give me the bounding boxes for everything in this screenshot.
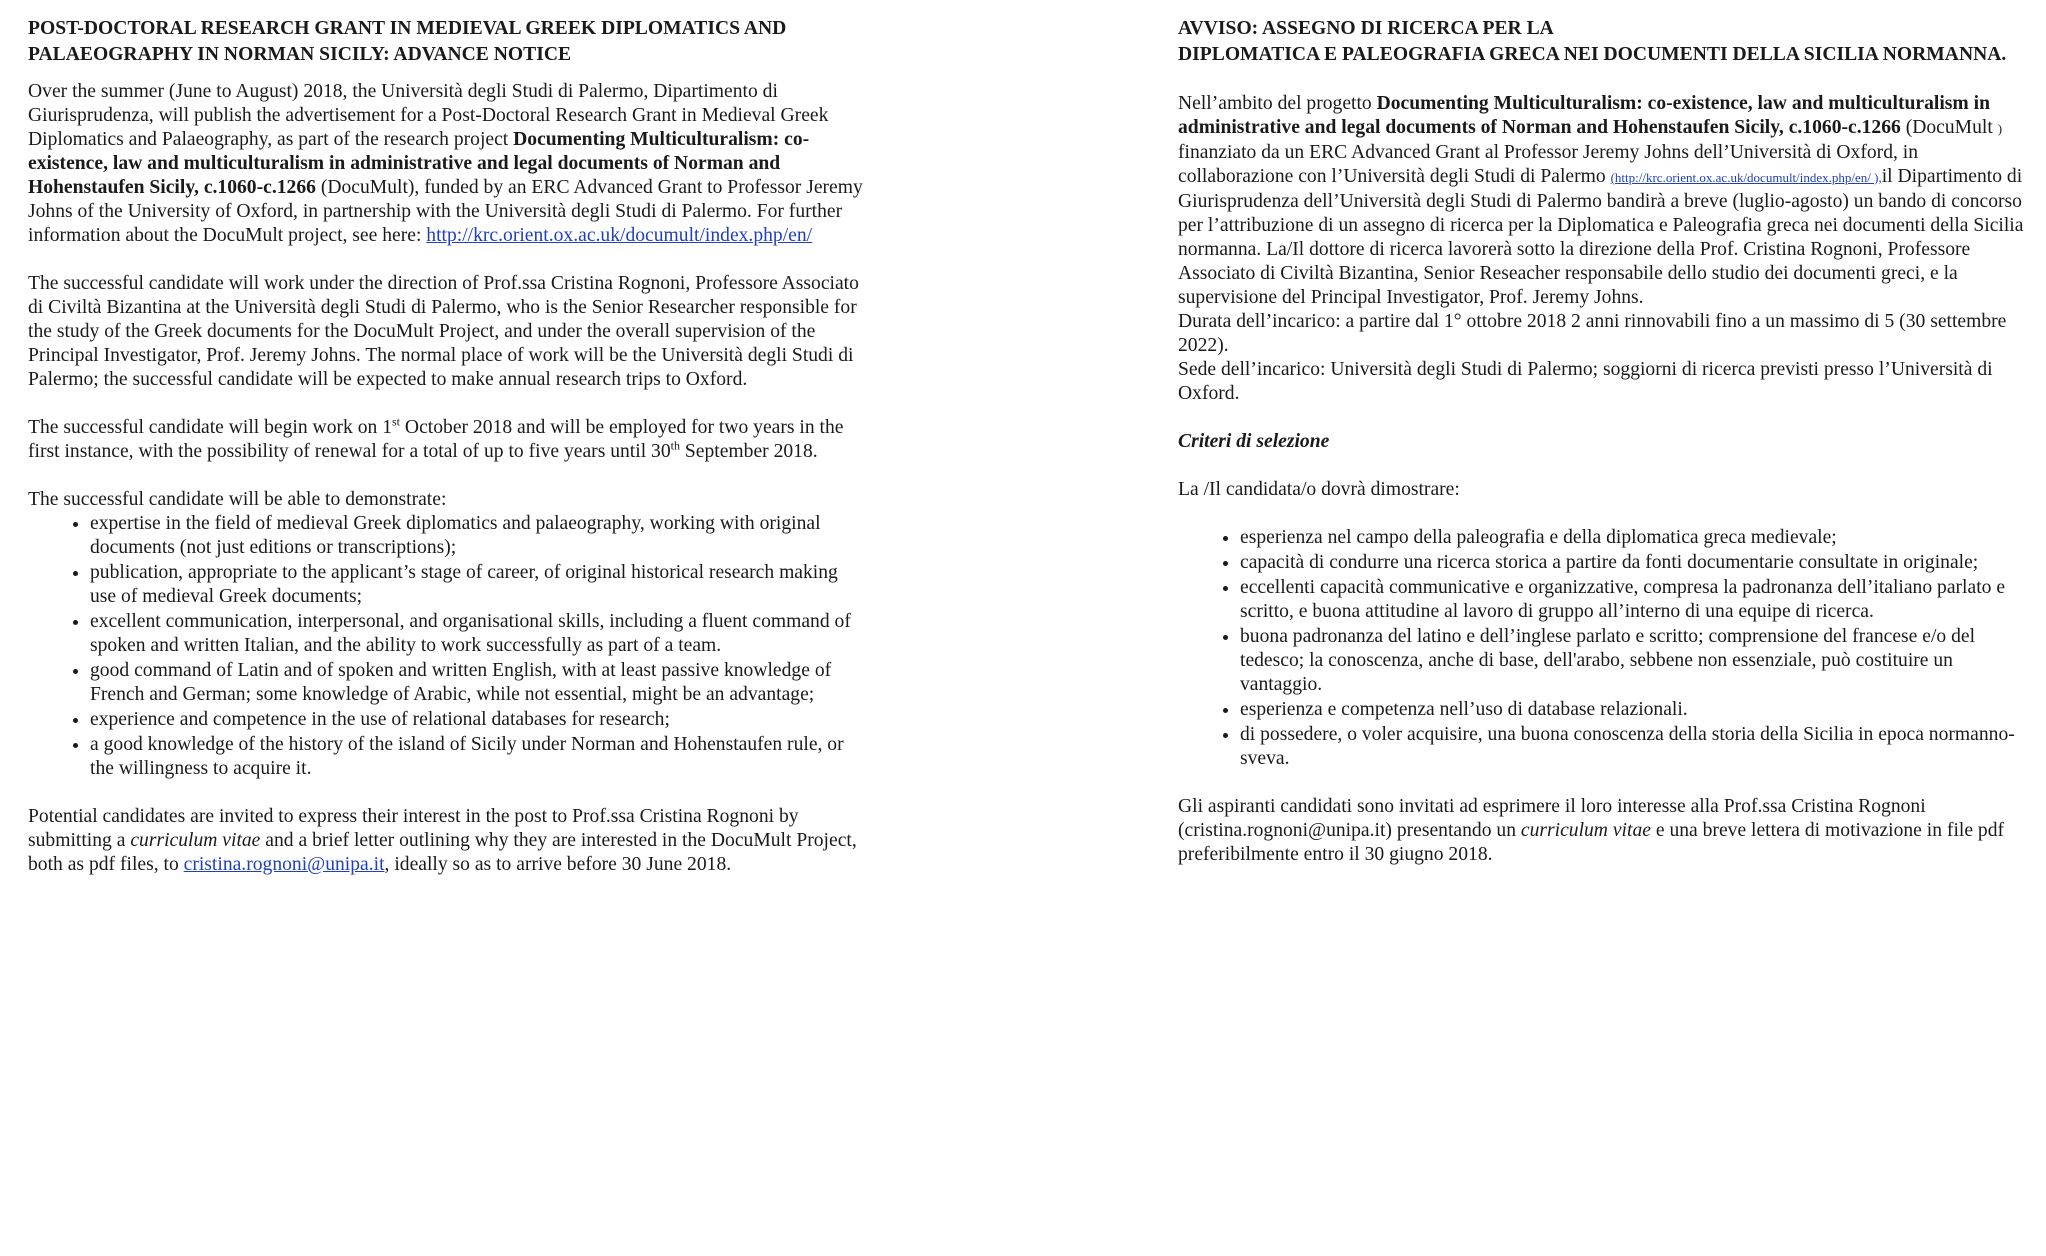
ordinal-th: th: [670, 438, 680, 453]
english-column: [28, 16, 868, 901]
list-item: • publication, appropriate to the applicant’s stage of career, of original historical research making use of medieval Greek documents;: [90, 561, 868, 609]
italian-intro-text-a: Nell’ambito del progetto: [1178, 93, 1377, 114]
start-date-text-a: The successful candidate will begin work on 1: [28, 417, 393, 438]
criteria-heading-text: Criteri di selezione: [1178, 431, 1330, 452]
curriculum-vitae-italic: curriculum vitae: [130, 830, 261, 851]
english-intro-paragraph: [28, 80, 868, 248]
english-requirements-list: [28, 512, 868, 781]
italian-criteria-heading: [1178, 430, 2028, 454]
italian-intro-text-b: (DocuMult: [1900, 117, 1998, 138]
english-application-paragraph: [28, 805, 868, 877]
italian-project-link[interactable]: (http://krc.orient.ox.ac.uk/documult/index.php/en/ ),: [1610, 170, 1882, 185]
english-supervision-paragraph: The successful candidate will work under the direction of Prof.ssa Cristina Rognoni, Professore Associato di Civiltà Bizantina at the Università degli Studi di Palermo, who is the Senior Researcher responsible for the study of the Greek documents for the DocuMult Project, and under the overall supervision of the Principal Investigator, Prof. Jeremy Johns. The normal place of work will be the Università degli Studi di Palermo; the successful candidate will be expected to make annual research trips to Oxford.: [28, 273, 859, 390]
italian-application-paragraph: [1178, 795, 2028, 867]
english-start-date-paragraph: [28, 416, 868, 464]
list-item: • excellent communication, interpersonal, and organisational skills, including a fluent command of spoken and written Italian, and the ability to work successfully as part of a team.: [90, 610, 868, 658]
application-text-b: and a brief letter outlining why they are interested in the DocuMult Project, both as pdf files, to: [28, 830, 857, 875]
list-item: • esperienza e competenza nell’uso di database relazionali.: [1240, 698, 2028, 722]
italian-intro-text-c: finanziato da un ERC Advanced Grant al Professor Jeremy Johns dell’Università di Oxford, in collaborazione con l’Università degli Studi di Palermo: [1178, 142, 1919, 187]
italian-closing-text-a: Gli aspiranti candidati sono invitati ad esprimere il loro interesse alla Prof.ssa Cristina Rognoni (cristina.rognoni@unipa.it) presentando un: [1178, 796, 1926, 841]
italian-closing-text-b: e una breve lettera di motivazione in file pdf preferibilmente entro il 30 giugno 2018.: [1178, 820, 2005, 865]
list-item: • capacità di condurre una ricerca storica a partire da fonti documentarie consultate in originale;: [1240, 551, 2028, 575]
list-item: • good command of Latin and of spoken and written English, with at least passive knowledge of French and German; some knowledge of Arabic, while not essential, might be an advantage;: [90, 659, 868, 707]
italian-column: [1178, 16, 2028, 891]
italian-requirements-list: [1178, 526, 2028, 771]
list-item: • expertise in the field of medieval Greek diplomatics and palaeography, working with original documents (not just editions or transcriptions);: [90, 512, 868, 560]
documult-project-link[interactable]: http://krc.orient.ox.ac.uk/documult/index.php/en/: [426, 225, 813, 246]
start-date-text-c: September 2018.: [679, 441, 818, 462]
english-requirements-intro: The successful candidate will be able to demonstrate:: [28, 489, 447, 510]
italian-title: [1178, 16, 2028, 68]
list-item: • eccellenti capacità communicative e organizzative, compresa la padronanza dell’italiano parlato e scritto, e buona attitudine al lavoro di gruppo all’interno di una equipe di ricerca.: [1240, 576, 2028, 624]
italian-duration-paragraph: Durata dell’incarico: a partire dal 1° ottobre 2018 2 anni rinnovabili fino a un massimo di 5 (30 settembre 2022).: [1178, 311, 2007, 356]
italian-title-line1: AVVISO: ASSEGNO DI RICERCA PER LA: [1178, 18, 1554, 39]
ordinal-st: st: [392, 414, 401, 429]
italian-location-paragraph: Sede dell’incarico: Università degli Studi di Palermo; soggiorni di ricerca previsti presso l’Università di Oxford.: [1178, 359, 1993, 404]
list-item: • buona padronanza del latino e dell’inglese parlato e scritto; comprensione del francese e/o del tedesco; la conoscenza, anche di base, dell'arabo, sebbene non essenziale, può costituire un vantaggio.: [1240, 625, 2028, 697]
italian-requirements-intro: La /Il candidata/o dovrà dimostrare:: [1178, 479, 1460, 500]
italian-paren-small: ): [1997, 121, 2003, 136]
email-link[interactable]: cristina.rognoni@unipa.it: [183, 854, 385, 875]
english-intro-text-b: (DocuMult), funded by an ERC Advanced Grant to Professor Jeremy Johns of the University of Oxford, in partnership with the Università degli Studi di Palermo. For further information about the DocuMult project, see here:: [28, 177, 863, 246]
list-item: • experience and competence in the use of relational databases for research;: [90, 708, 868, 732]
application-text-a: Potential candidates are invited to express their interest in the post to Prof.ssa Cristina Rognoni by submitting a: [28, 806, 799, 851]
italian-curriculum-vitae-italic: curriculum vitae: [1520, 820, 1651, 841]
list-item: • esperienza nel campo della paleografia e della diplomatica greca medievale;: [1240, 526, 2028, 550]
list-item: • di possedere, o voler acquisire, una buona conoscenza della storia della Sicilia in epoca normanno-sveva.: [1240, 723, 2028, 771]
italian-project-title-bold: Documenting Multiculturalism: co-existence, law and multiculturalism in administrative and legal documents of Norman and Hohenstaufen Sicily, c.1060-c.1266: [1178, 93, 1990, 138]
italian-intro-text-d: il Dipartimento di Giurisprudenza dell’Università degli Studi di Palermo bandirà a breve (luglio-agosto) un bando di concorso per l’attribuzione di un assegno di ricerca per la Diplomatica e Paleografia greca nei documenti della Sicilia normanna. La/Il dottore di ricerca lavorerà sotto la direzione della Prof. Cristina Rognoni, Professore Associato di Civiltà Bizantina, Senior Reseacher responsabile dello studio dei documenti greci, e la supervisione del Principal Investigator, Prof. Jeremy Johns.: [1178, 166, 2024, 308]
english-title: POST-DOCTORAL RESEARCH GRANT IN MEDIEVAL GREEK DIPLOMATICS AND PALAEOGRAPHY IN NORMAN SICILY: ADVANCE NOTICE: [28, 18, 787, 65]
english-intro-text-a: Over the summer (June to August) 2018, the Università degli Studi di Palermo, Dipartimento di Giurisprudenza, will publish the advertisement for a Post-Doctoral Research Grant in Medieval Greek Diplomatics and Palaeography, as part of the research project: [28, 81, 829, 150]
italian-intro-paragraph: [1178, 92, 2028, 310]
application-text-c: , ideally so as to arrive before 30 June 2018.: [384, 854, 732, 875]
italian-title-line2: DIPLOMATICA E PALEOGRAFIA GRECA NEI DOCUMENTI DELLA SICILIA NORMANNA.: [1178, 44, 2007, 65]
project-title-bold: Documenting Multiculturalism: co-existence, law and multiculturalism in administrative and legal documents of Norman and Hohenstaufen Sicily, c.1060-c.1266: [28, 129, 810, 198]
start-date-text-b: October 2018 and will be employed for two years in the first instance, with the possibility of renewal for a total of up to five years until 30: [28, 417, 844, 462]
list-item: • a good knowledge of the history of the island of Sicily under Norman and Hohenstaufen rule, or the willingness to acquire it.: [90, 733, 868, 781]
